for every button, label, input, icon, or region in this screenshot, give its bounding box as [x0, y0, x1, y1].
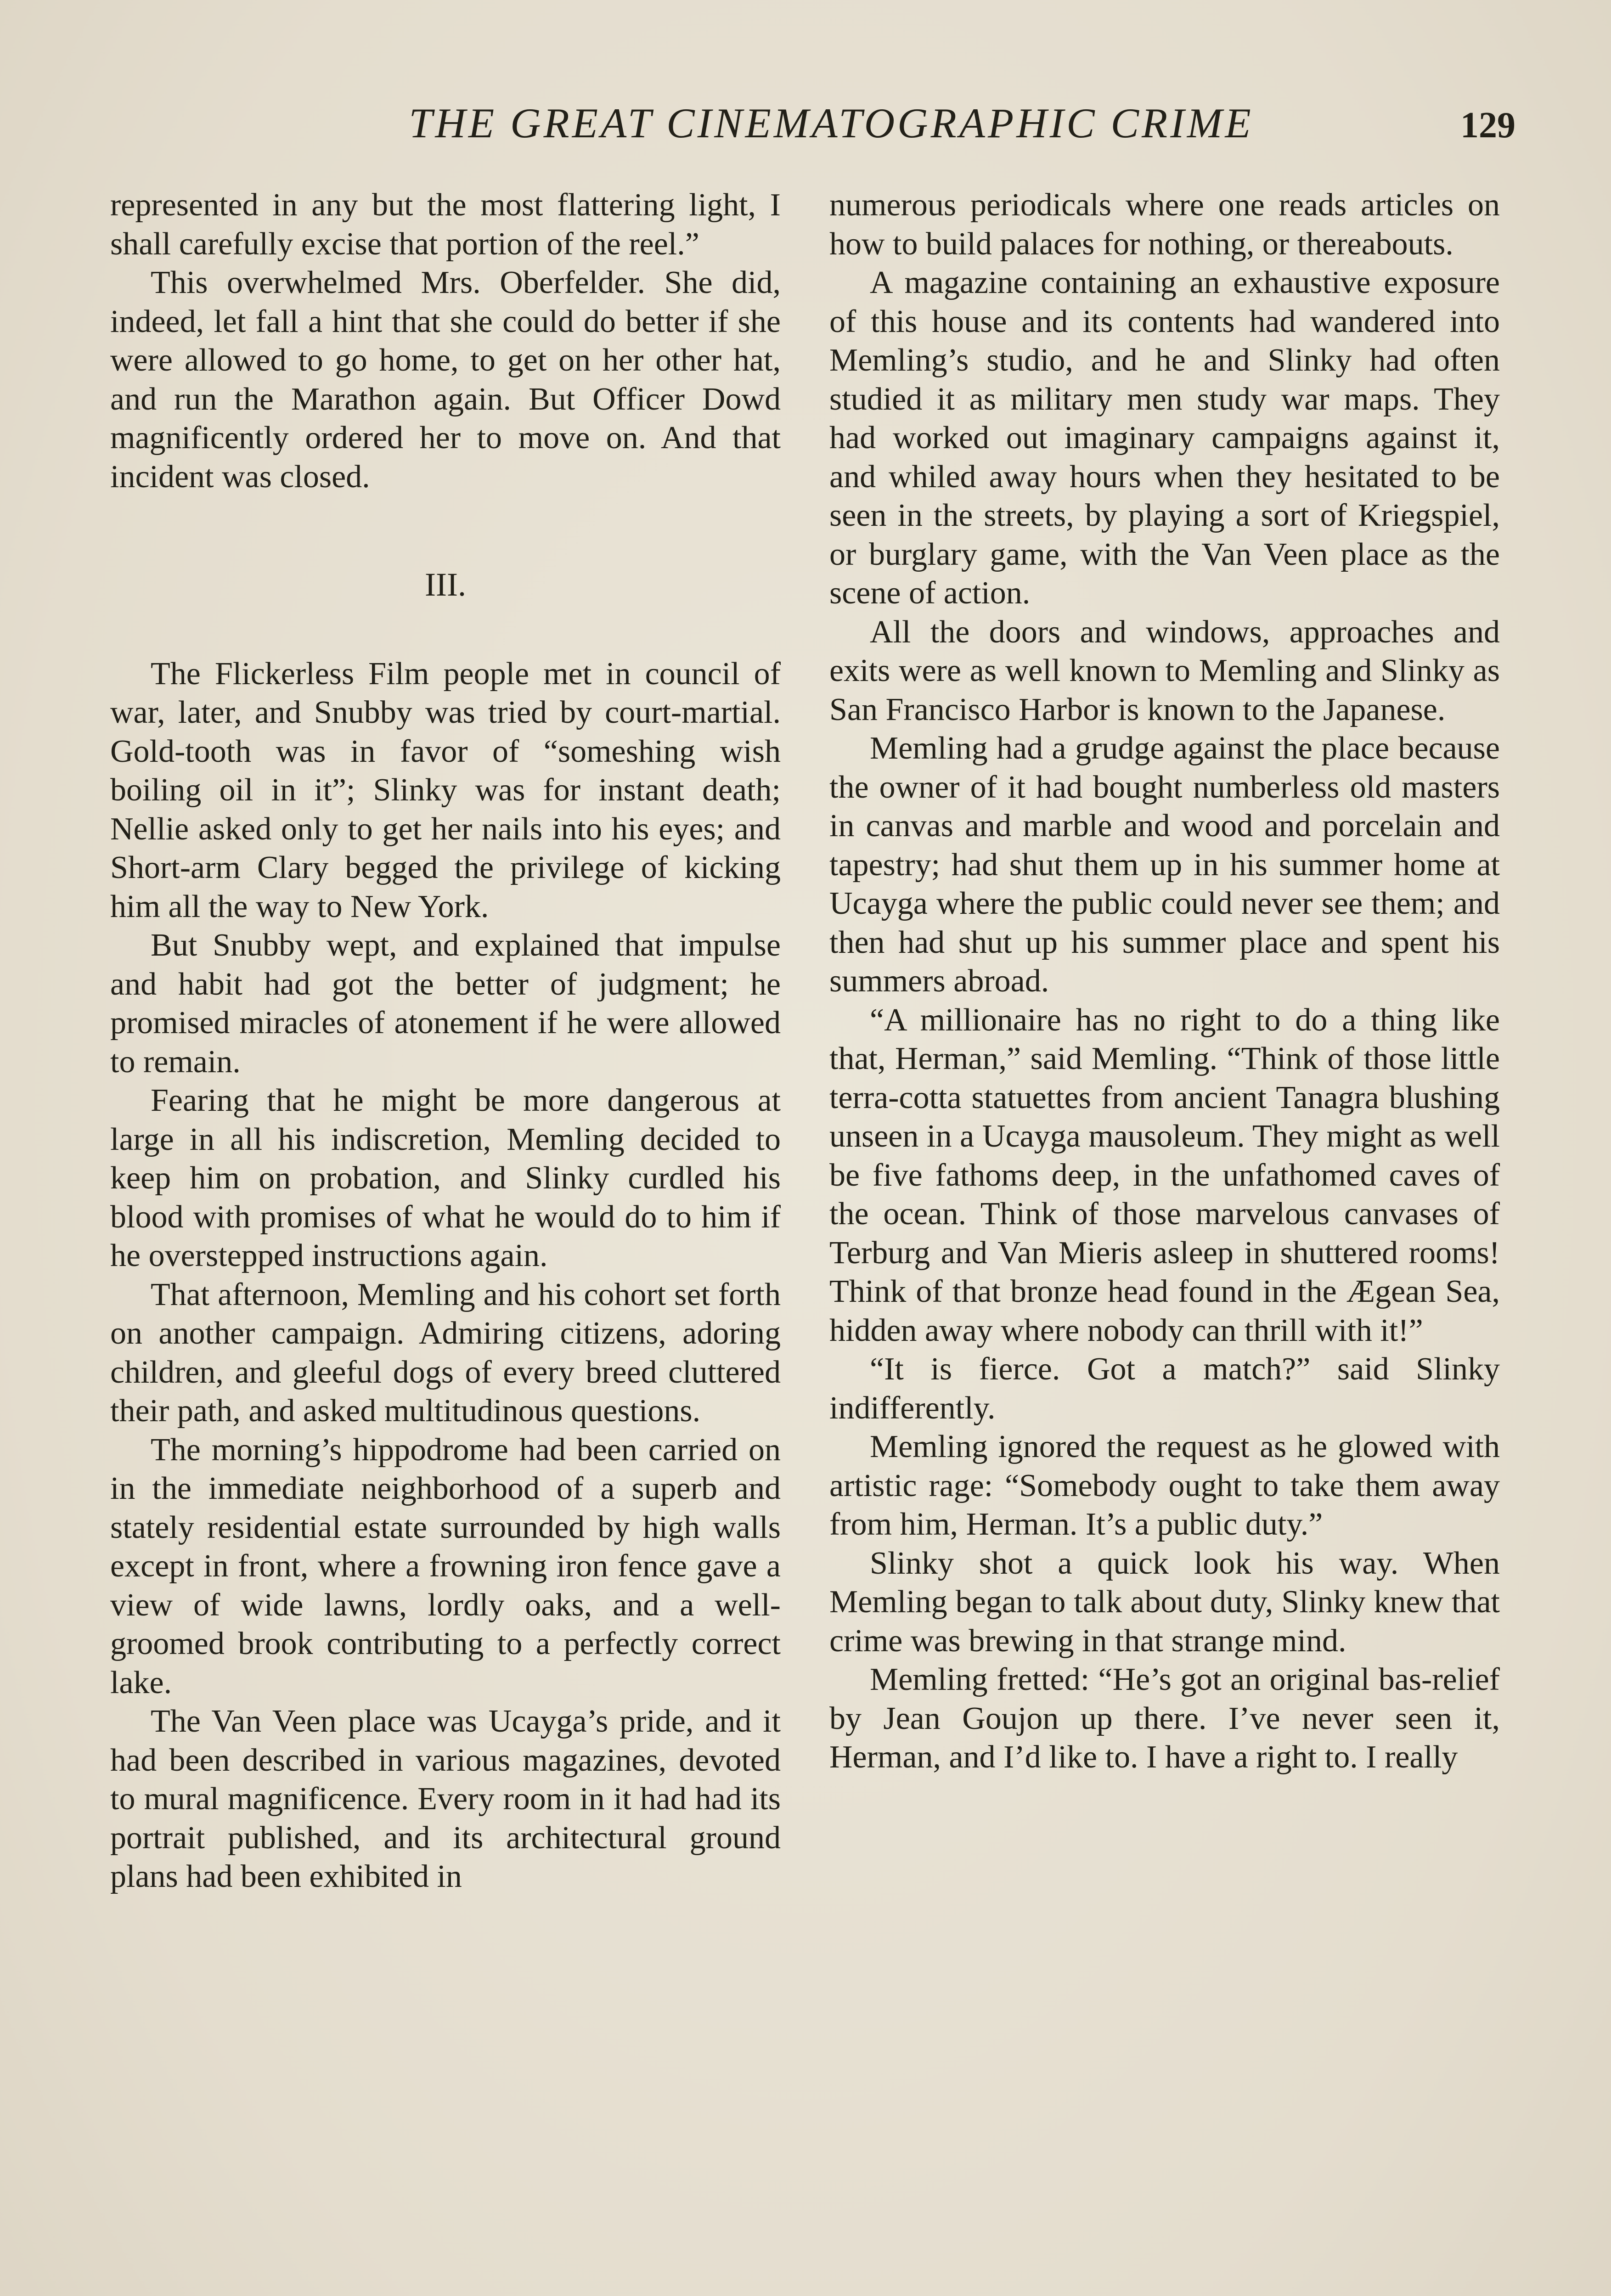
paragraph: represented in any but the most flattering light, I shall carefully excise that portion of the reel.”	[110, 187, 781, 262]
right-column	[829, 186, 1500, 1777]
paragraph: Fearing that he might be more dangerous at large in all his indiscretion, Memling decided to keep him on probation, and Slinky curdled his blood with promises of what he would do to him if he overstepped instructions again.	[110, 1083, 781, 1273]
paragraph: But Snubby wept, and explained that impulse and habit had got the better of judgment; he promised miracles of atonement if he were allowed to remain.	[110, 928, 781, 1080]
paragraph: All the doors and windows, approaches and exits were as well known to Memling and Slinky as San Francisco Harbor is known to the Japanese.	[829, 614, 1500, 727]
section-heading: III.	[425, 566, 466, 603]
paragraph: Memling had a grudge against the place because the owner of it had bought numberless old masters in canvas and marble and wood and porcelain and tapestry; had shut them up in his summer home at Ucayga where the public could never see them; and then had shut up his summer place and spent his summers abroad.	[829, 731, 1500, 999]
running-title: THE GREAT CINEMATOGRAPHIC CRIME	[409, 100, 1254, 146]
paragraph: This overwhelmed Mrs. Oberfelder. She did, indeed, let fall a hint that she could do better if she were allowed to go home, to get on her other hat, and run the Marathon again. But Officer Dowd magnificently ordered her to move on. And that incident was closed.	[110, 265, 781, 495]
paragraph: Slinky shot a quick look his way. When Memling began to talk about duty, Slinky knew that crime was brewing in that strange mind.	[829, 1545, 1500, 1659]
paragraph: A magazine containing an exhaustive exposure of this house and its contents had wandered into Memling’s studio, and he and Slinky had often studied it as military men study war maps. They had worked out imaginary campaigns against it, and whiled away hours when they hesitated to be seen in the streets, by playing a sort of Kriegspiel, or burglary game, with the Van Veen place as the scene of action.	[829, 265, 1500, 611]
paragraph: “It is fierce. Got a match?” said Slinky indifferently.	[829, 1351, 1500, 1426]
left-column	[110, 186, 781, 1896]
paragraph: The Flickerless Film people met in council of war, later, and Snubby was tried by court-martial. Gold-tooth was in favor of “someshing wish boiling oil in it”; Slinky was for instant death; Nellie asked only to get her nails into his eyes; and Short-arm Clary begged the privilege of kicking him all the way to New York.	[110, 656, 781, 924]
paragraph: “A millionaire has no right to do a thing like that, Herman,” said Memling. “Think of those little terra-cotta statuettes from ancient Tanagra blushing unseen in a Ucayga mausoleum. They might as well be five fathoms deep, in the unfathomed caves of the ocean. Think of those marvelous canvases of Terburg and Van Mieris asleep in shuttered rooms! Think of that bronze head found in the Ægean Sea, hidden away where nobody can thrill with it!”	[829, 1002, 1500, 1348]
paragraph: The morning’s hippodrome had been carried on in the immediate neighborhood of a superb and stately residential estate surrounded by high walls except in front, where a frowning iron fence gave a view of wide lawns, lordly oaks, and a well-groomed brook contributing to a perfectly correct lake.	[110, 1432, 781, 1700]
paragraph: numerous periodicals where one reads articles on how to build palaces for nothing, or thereabouts.	[829, 187, 1500, 262]
page-number: 129	[1460, 105, 1515, 146]
paragraph: The Van Veen place was Ucayga’s pride, and it had been described in various magazines, devoted to mural magnificence. Every room in it had had its portrait published, and its architectural ground plans had been exhibited in	[110, 1704, 781, 1894]
paragraph: That afternoon, Memling and his cohort set forth on another campaign. Admiring citizens, adoring children, and gleeful dogs of every breed cluttered their path, and asked multitudinous questions.	[110, 1277, 781, 1429]
paragraph: Memling ignored the request as he glowed with artistic rage: “Somebody ought to take them away from him, Herman. It’s a public duty.”	[829, 1429, 1500, 1542]
paragraph: Memling fretted: “He’s got an original bas-relief by Jean Goujon up there. I’ve never seen it, Herman, and I’d like to. I have a right to. I really	[829, 1662, 1500, 1775]
